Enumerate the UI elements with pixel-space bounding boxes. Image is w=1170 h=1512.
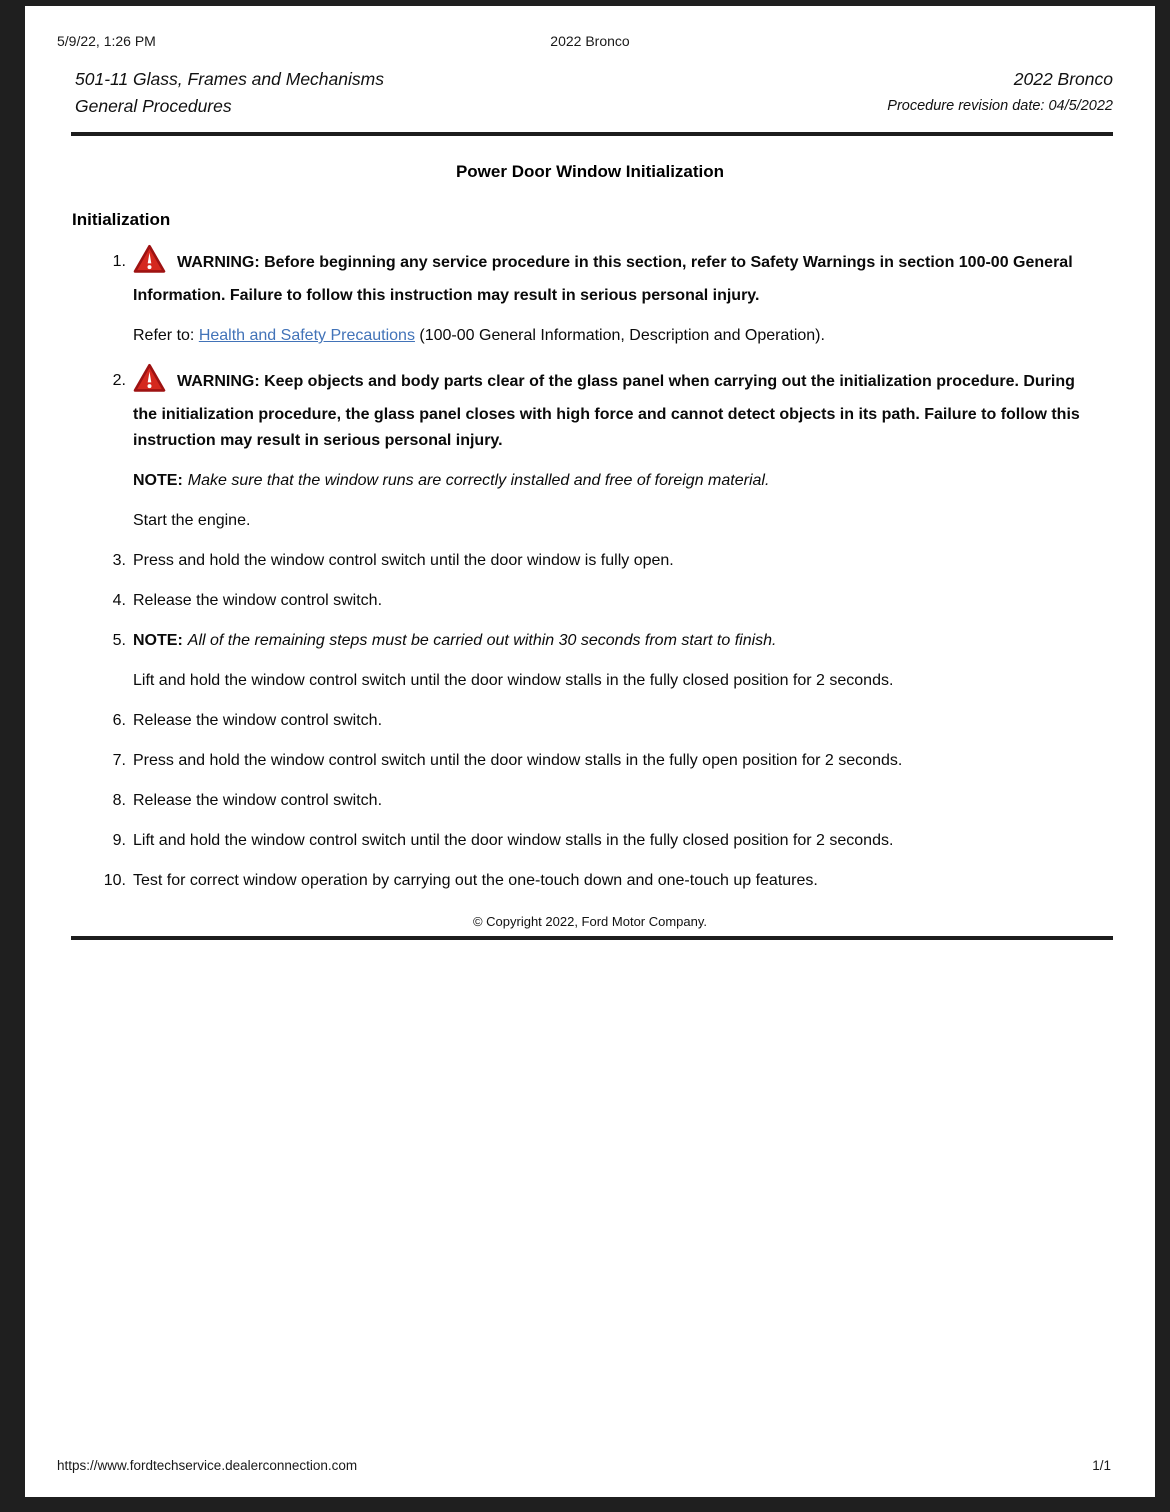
step-number: 4.: [112, 592, 126, 609]
footer-page-number: 1/1: [1092, 1458, 1111, 1473]
step-number: 6.: [112, 712, 126, 729]
print-footer: [57, 1458, 1111, 1473]
step-number: 1.: [112, 253, 126, 270]
step-number: 10.: [103, 872, 126, 889]
step-2-warning: [112, 363, 1095, 454]
print-datetime: 5/9/22, 1:26 PM: [57, 33, 156, 49]
step-1-warning: [112, 244, 1095, 309]
doc-subsection: General Procedures: [75, 96, 232, 116]
refer-prefix: Refer to:: [133, 327, 199, 344]
step-text: Press and hold the window control switch until the door window stalls in the fully open position for 2 seconds.: [133, 752, 903, 769]
footer-rule: [71, 936, 1113, 940]
step-4: [112, 588, 1095, 614]
step-number: 8.: [112, 792, 126, 809]
step-text: Lift and hold the window control switch until the door window stalls in the fully closed position for 2 seconds.: [133, 832, 894, 849]
printed-page: [25, 6, 1155, 1497]
section-heading: Initialization: [72, 210, 171, 229]
print-header: [25, 6, 1155, 49]
procedure-list: [103, 244, 1095, 894]
step-text: Release the window control switch.: [133, 592, 383, 609]
step-number: 9.: [112, 832, 126, 849]
doc-vehicle: 2022 Bronco: [1013, 69, 1113, 89]
step-text: Test for correct window operation by carrying out the one-touch down and one-touch up features.: [133, 872, 818, 889]
step-7: [112, 748, 1095, 774]
note-label: NOTE:: [133, 472, 183, 489]
refer-suffix: (100-00 General Information, Description and Operation).: [414, 327, 825, 344]
step-9: [112, 828, 1095, 854]
sub-step-paragraph: Start the engine.: [133, 512, 251, 529]
step-10: [103, 868, 1095, 894]
sub-step-paragraph: Lift and hold the window control switch until the door window stalls in the fully closed position for 2 seconds.: [133, 672, 894, 689]
footer-url: https://www.fordtechservice.dealerconnection.com: [57, 1458, 358, 1473]
warning-triangle-icon: [133, 363, 166, 402]
note-label: NOTE:: [133, 632, 183, 649]
step-number: 7.: [112, 752, 126, 769]
health-safety-precautions-link[interactable]: Health and Safety Precautions: [198, 327, 415, 344]
header-rule: [71, 132, 1113, 136]
step-text: Press and hold the window control switch until the door window is fully open.: [133, 552, 674, 569]
step-8: [112, 788, 1095, 814]
copyright-notice: © Copyright 2022, Ford Motor Company.: [472, 914, 708, 929]
note-text: All of the remaining steps must be carried out within 30 seconds from start to finish.: [187, 632, 777, 649]
step-text: Release the window control switch.: [133, 712, 383, 729]
step-text: Release the window control switch.: [133, 792, 383, 809]
note-paragraph: [133, 468, 1095, 494]
print-title: 2022 Bronco: [550, 33, 630, 49]
doc-header: [75, 66, 1113, 120]
warning-triangle-icon: [133, 244, 166, 283]
doc-revision-date: Procedure revision date: 04/5/2022: [887, 98, 1113, 114]
warning-text: WARNING: Before beginning any service procedure in this section, refer to Safety Warnings in section 100-00 General Information. Failure to follow this instruction may result in serious personal injury.: [133, 254, 1073, 304]
step-number: 2.: [112, 372, 126, 389]
step-5-note: [112, 628, 1095, 654]
step-number: 5.: [112, 632, 126, 649]
doc-header-left: [75, 66, 384, 120]
step-6: [112, 708, 1095, 734]
refer-paragraph: [133, 323, 1095, 349]
doc-section: 501-11 Glass, Frames and Mechanisms: [75, 69, 384, 89]
doc-header-right: [887, 66, 1113, 120]
note-text: Make sure that the window runs are correctly installed and free of foreign material.: [187, 472, 770, 489]
warning-text: WARNING: Keep objects and body parts clear of the glass panel when carrying out the initialization procedure. During the initialization procedure, the glass panel closes with high force and cannot detect objects in its path. Failure to follow this instruction may result in serious personal injury.: [133, 373, 1080, 449]
page-title: Power Door Window Initialization: [455, 162, 725, 181]
step-number: 3.: [112, 552, 126, 569]
step-3: [112, 548, 1095, 574]
